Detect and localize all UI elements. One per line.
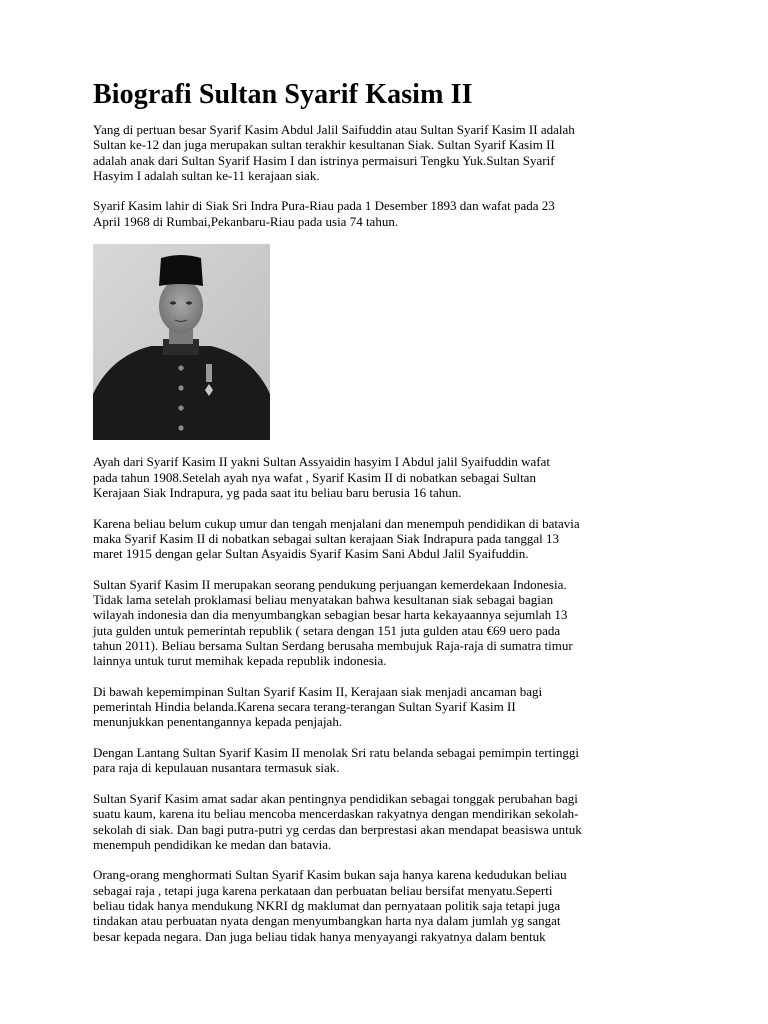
paragraph-leadership: Di bawah kepemimpinan Sultan Syarif Kasim II, Kerajaan siak menjadi ancaman bagi pemerintah Hindia belanda.Karena secara terang-terangan Sultan Syarif Kasim II menunjukkan penentangannya kepada penjajah. [93,683,543,730]
paragraph-intro: Yang di pertuan besar Syarif Kasim Abdul Jalil Saifuddin atau Sultan Syarif Kasim II adalah Sultan ke-12 dan juga merupakan sultan terakhir kesultanan Siak. Sultan Syarif Kasim II adalah anak dari Sultan Syarif Hasim I dan istrinya permaisuri Tengku Yuk.Sultan Syarif Hasyim I adalah sultan ke-11 kerajaan siak. [93,122,575,183]
paragraph-independence: Sultan Syarif Kasim II merupakan seorang pendukung perjuangan kemerdekaan Indonesia. Tidak lama setelah proklamasi beliau menyatakan bahwa kesultanan siak sebagai bagian wilayah indonesia dan dia menyumbangkan sebagian besar harta kekayaannya sejumlah 13 juta gulden untuk pemerintah republik ( setara dengan 151 juta gulden atau €69 uero pada tahun 2011). Beliau bersama Sultan Serdang berusaha membujuk Raja-raja di sumatra timur lainnya untuk turut memihak kepada republik indonesia. [93,576,573,669]
portrait-photo [93,244,270,440]
paragraph-birth: Syarif Kasim lahir di Siak Sri Indra Pura-Riau pada 1 Desember 1893 dan wafat pada 23 April 1968 di Rumbai,Pekanbaru-Riau pada usia 74 tahun. [93,198,555,229]
document-title: Biografi Sultan Syarif Kasim II [93,79,473,110]
paragraph-coronation: Karena beliau belum cukup umur dan tengah menjalani dan menempuh pendidikan di batavia maka Syarif Kasim II di nobatkan sebagai sultan kerajaan Siak Indrapura pada tanggal 13 maret 1915 dengan gelar Sultan Asyaidis Syarif Kasim Sani Abdul Jalil Syaifuddin. [93,515,580,562]
paragraph-education: Sultan Syarif Kasim amat sadar akan pentingnya pendidikan sebagai tonggak perubahan bagi suatu kaum, karena itu beliau mencoba mencerdaskan rakyatnya dengan mendirikan sekolah- sekolah di siak. Dan bagi putra-putri yg cerdas dan berprestasi akan mendapat beasiswa untuk menempuh pendidikan ke medan dan batavia. [93,790,582,852]
paragraph-father: Ayah dari Syarif Kasim II yakni Sultan Assyaidin hasyim I Abdul jalil Syaifuddin wafat pada tahun 1908.Setelah ayah nya wafat , Syarif Kasim II di nobatkan sebagai Sultan Kerajaan Siak Indrapura, yg pada saat itu beliau baru berusia 16 tahun. [93,454,550,500]
paragraph-respect: Orang-orang menghormati Sultan Syarif Kasim bukan saja hanya karena kedudukan beliau sebagai raja , tetapi juga karena perkataan dan perbuatan beliau bersifat menyatu.Seperti beliau tidak hanya mendukung NKRI dg maklumat dan pernyataan politik saja tetapi juga tindakan atau perbuatan nyata dengan menyumbangkan harta nya dalam jumlah yg sangat besar kepada negara. Dan juga beliau tidak hanya menyayangi rakyatnya dalam bentuk [93,867,567,944]
document-page [93,78,683,959]
paragraph-refusal: Dengan Lantang Sultan Syarif Kasim II menolak Sri ratu belanda sebagai pemimpin tertinggi para raja di kepulauan nusantara termasuk siak. [93,745,579,776]
